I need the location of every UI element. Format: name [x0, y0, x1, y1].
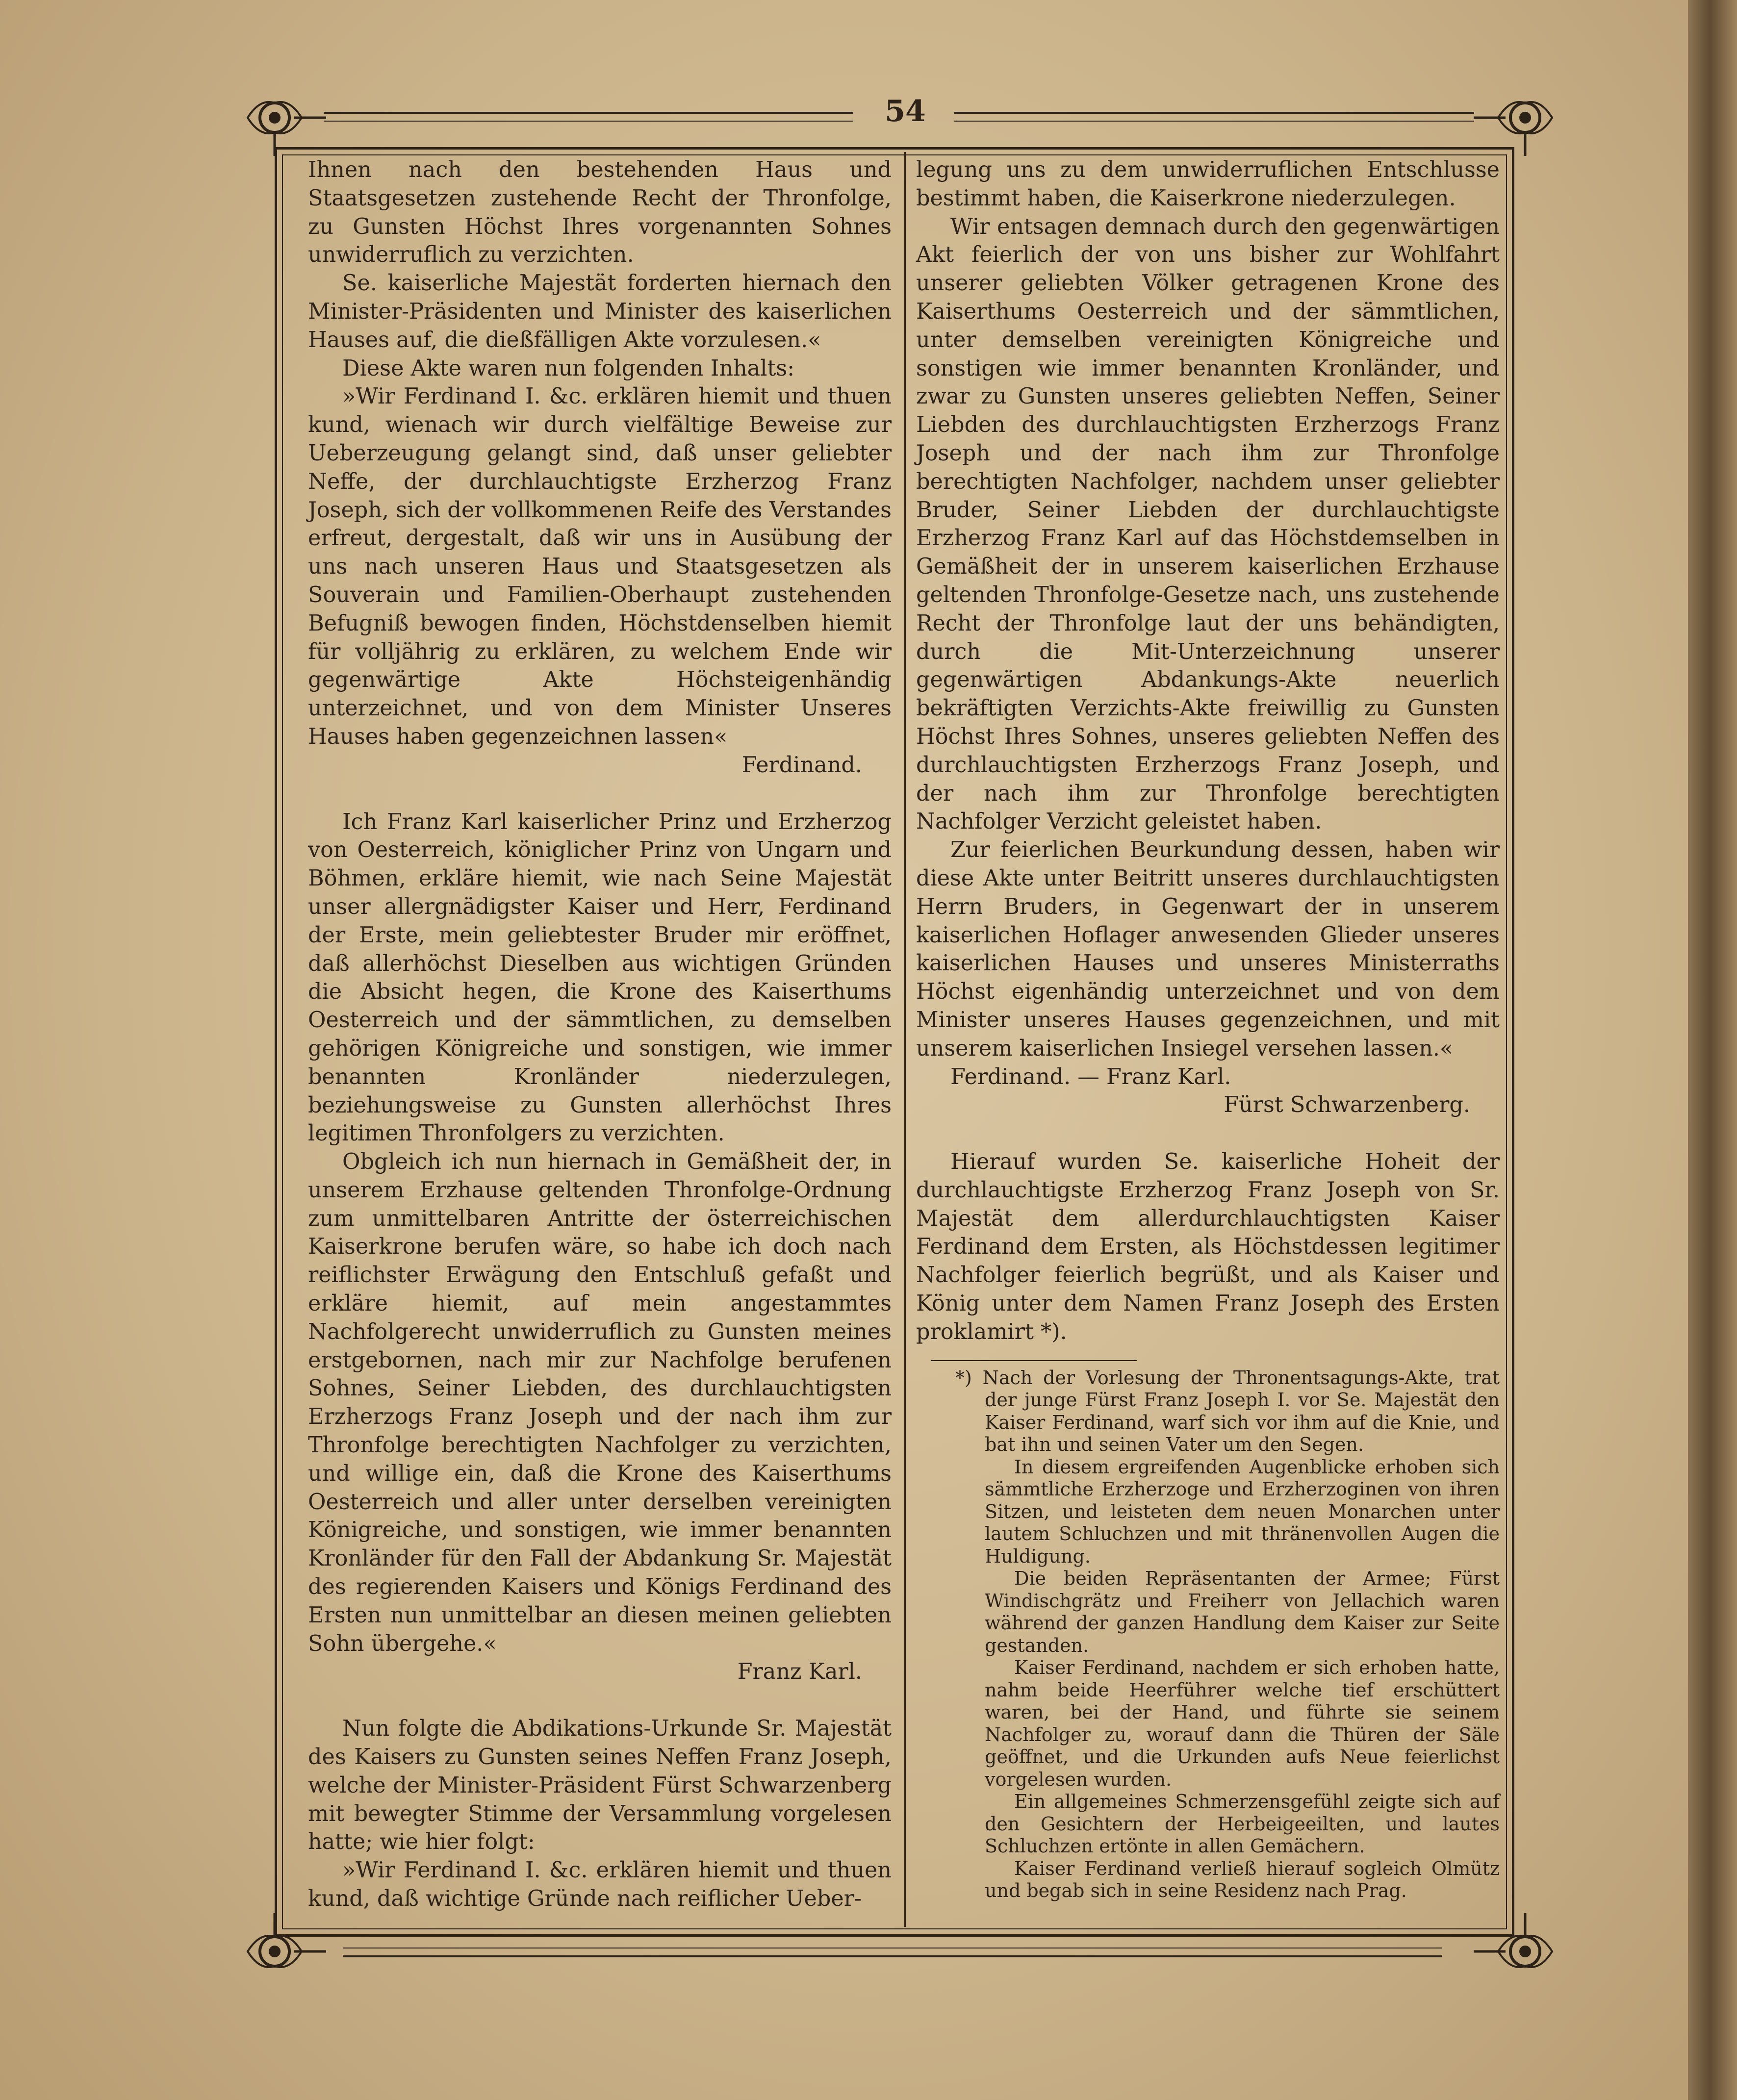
column-divider: [904, 152, 906, 1927]
paragraph: Se. kaiserliche Majestät forderten hiernach den Minister-Präsidenten und Minister des kaiserlichen Hauses auf, die dießfälligen Akte vorzulesen.«: [308, 271, 892, 353]
footnote: *) Nach der Vorlesung der Thronentsagungs-Akte, trat der junge Fürst Franz Joseph I. vor Se. Majestät den Kaiser Ferdinand, warf sich vor ihm auf die Knie, und bat ihn und seinen Vater um den Segen.: [955, 1366, 1500, 1456]
paragraph: Obgleich ich nun hiernach in Gemäßheit der, in unserem Erzhause geltenden Thronfolge-Ordnung zum unmittelbaren Antritte der österreichischen Kaiserkrone berufen wäre, so habe ich doch nach reiflichster Erwägung den Entschluß gefaßt und erkläre hiemit, auf mein angestammtes Nachfolgerecht unwiderruflich zu Gunsten meines erstgebornen, nach mir zur Nachfolge berufenen Sohnes, Seiner Liebden, des durchlauchtigsten Erzherzogs Franz Joseph und der nach ihm zur Thronfolge berechtigten Nachfolger zu verzichten, und willige ein, daß die Krone des Kaiserthums Oesterreich und aller unter derselben vereinigten Königreiche, und sonstigen, wie immer benannten Kronländer für den Fall der Abdankung Sr. Majestät des regierenden Kaisers und Königs Ferdinand des Ersten nun unmittelbar an diesen meinen geliebten Sohn übergehe.«: [308, 1149, 892, 1656]
signature-ferdinand: Ferdinand.: [741, 752, 862, 778]
paragraph: Wir entsagen demnach durch den gegenwärtigen Akt feierlich der von uns bisher zur Wohlfahrt unserer geliebten Völker getragenen Krone des Kaiserthums Oesterreich und der sämmtlichen, unter demselben vereinigten Königreiche und sonstigen wie immer benannten Kronländer, und zwar zu Gunsten unseres geliebten Neffen, Seiner Liebden des durchlauchtigsten Erzherzogs Franz Joseph und der nach ihm zur Thronfolge berechtigten Nachfolger, nachdem unser geliebter Bruder, Seiner Liebden der durchlauchtigste Erzherzog Franz Karl auf das Höchstdemselben in Gemäßheit der in unserem kaiserlichen Erzhause geltenden Thronfolge-Gesetze nach, uns zustehende Recht der Thronfolge laut der uns behändigten, durch die Mit-Unterzeichnung unserer gegenwärtigen Abdankungs-Akte neuerlich bekräftigten Verzichts-Akte freiwillig zu Gunsten Höchst Ihres Sohnes, unseres geliebten Neffen des durchlauchtigsten Erzherzogs Franz Joseph, und der nach ihm zur Thronfolge berechtigten Nachfolger Verzicht geleistet haben.: [916, 214, 1500, 835]
footnote: Kaiser Ferdinand, nachdem er sich erhoben hatte, nahm beide Heerführer welche tief erschüttert waren, bei der Hand, und führte sie seinem Nachfolger zu, worauf dann die Thüren der Säle geöffnet, und die Urkunden aufs Neue feierlichst vorgelesen wurden.: [985, 1657, 1500, 1790]
footnote: Ein allgemeines Schmerzensgefühl zeigte sich auf den Gesichtern der Herbeigeeilten, und lautes Schluchzen ertönte in allen Gemächern.: [985, 1791, 1500, 1857]
header-rule-left: [324, 112, 853, 122]
footnote: Die beiden Repräsentanten der Armee; Fürst Windischgrätz und Freiherr von Jellachich waren während der ganzen Handlung dem Kaiser zur Seite gestanden.: [985, 1568, 1500, 1656]
paragraph: »Wir Ferdinand I. &c. erklären hiemit und thuen kund, daß wichtige Gründe nach reiflicher Ueber-: [308, 1858, 892, 1912]
paragraph: legung uns zu dem unwiderruflichen Entschlusse bestimmt haben, die Kaiserkrone niederzulegen.: [916, 157, 1500, 211]
paragraph: Zur feierlichen Beurkundung dessen, haben wir diese Akte unter Beitritt unseres durchlauchtigsten Herrn Bruders, in Gegenwart der in unserem kaiserlichen Hoflager anwesenden Glieder unseres kaiserlichen Hauses und unseres Ministerraths Höchst eigenhändig unterzeichnet und von dem Minister unseres Hauses gegenzeichnen, und mit unserem kaiserlichen Insiegel versehen lassen.«: [916, 837, 1500, 1061]
paragraph: Diese Akte waren nun folgenden Inhalts:: [342, 355, 795, 381]
paragraph: Ich Franz Karl kaiserlicher Prinz und Erzherzog von Oesterreich, königlicher Prinz von Ungarn und Böhmen, erkläre hiemit, wie nach Seine Majestät unser allergnädigster Kaiser und Herr, Ferdinand der Erste, mein geliebtester Bruder mir eröffnet, daß allerhöchst Dieselben aus wichtigen Gründen die Absicht hegen, die Krone des Kaiserthums Oesterreich und der sämmtlichen, zu demselben gehörigen Königreiche und sonstigen, wie immer benannten Kronländer niederzulegen, beziehungsweise zu Gunsten allerhöchst Ihres legitimen Thronfolgers zu verzichten.: [308, 809, 892, 1146]
signature-schwarzenberg: Fürst Schwarzenberg.: [1224, 1092, 1470, 1118]
page-number: 54: [885, 94, 926, 128]
header-rule-right: [954, 112, 1474, 122]
paragraph: Ihnen nach den bestehenden Haus und Staatsgesetzen zustehende Recht der Thronfolge, zu Gunsten Höchst Ihres vorgenannten Sohnes unwiderruflich zu verzichten.: [308, 157, 892, 268]
footnote: In diesem ergreifenden Augenblicke erhoben sich sämmtliche Erzherzoge und Erzherzoginen von ihren Sitzen, und leisteten dem neuen Monarchen unter lautem Schluchzen und mit thränenvollen Augen die Huldigung.: [985, 1456, 1500, 1567]
footnote-rule: [931, 1360, 1137, 1361]
footer-rule: [343, 1948, 1442, 1957]
right-column: [916, 156, 1500, 1902]
signature-franz-karl: Franz Karl.: [737, 1659, 862, 1685]
left-column: [308, 156, 892, 1913]
footnotes: [916, 1367, 1500, 1902]
footnote: Kaiser Ferdinand verließ hierauf sogleich Olmütz und begab sich in seine Residenz nach Prag.: [985, 1857, 1500, 1902]
paragraph: Hierauf wurden Se. kaiserliche Hoheit der durchlauchtigste Erzherzog Franz Joseph von Sr. Majestät dem allerdurchlauchtigsten Kaiser Ferdinand dem Ersten, als Höchstdessen legitimer Nachfolger feierlich begrüßt, und als Kaiser und König unter dem Namen Franz Joseph des Ersten proklamirt *).: [916, 1149, 1500, 1344]
binding-gutter: [1688, 0, 1737, 2100]
paragraph: Nun folgte die Abdikations-Urkunde Sr. Majestät des Kaisers zu Gunsten seines Neffen Franz Joseph, welche der Minister-Präsident Fürst Schwarzenberg mit bewegter Stimme der Versammlung vorgelesen hatte; wie hier folgt:: [308, 1716, 892, 1855]
signature-line: Ferdinand. — Franz Karl.: [950, 1064, 1231, 1089]
paragraph: »Wir Ferdinand I. &c. erklären hiemit und thuen kund, wienach wir durch vielfältige Beweise zur Ueberzeugung gelangt sind, daß unser geliebter Neffe, der durchlauchtigste Erzherzog Franz Joseph, sich der vollkommenen Reife des Verstandes erfreut, dergestalt, daß wir uns in Ausübung der uns nach unseren Haus und Staatsgesetzen als Souverain und Familien-Oberhaupt zustehenden Befugniß bewogen finden, Höchstdenselben hiemit für volljährig zu erklären, zu welchem Ende wir gegenwärtige Akte Höchsteigenhändig unterzeichnet, und von dem Minister Unseres Hauses haben gegenzeichnen lassen«: [308, 384, 892, 749]
